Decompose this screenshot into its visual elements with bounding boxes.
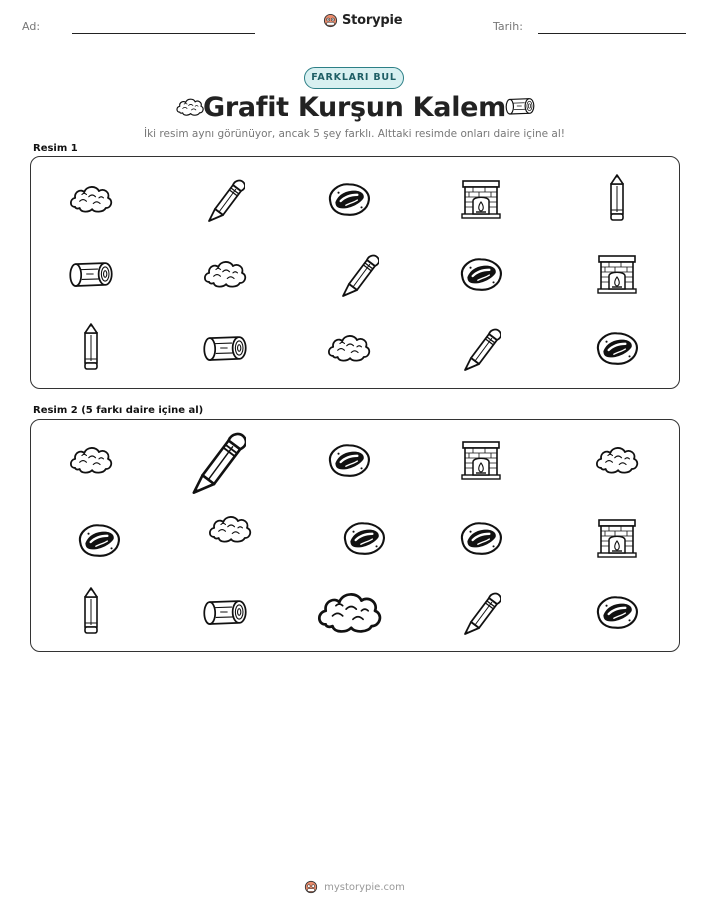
- footer: [0, 880, 709, 894]
- brand-name: Storypie: [342, 13, 403, 28]
- cloud-icon: [68, 443, 114, 477]
- cloud-icon: [202, 257, 248, 291]
- page-title: Grafit Kurşun Kalem: [202, 92, 507, 123]
- pencil-tilted-icon: [205, 175, 245, 223]
- instructions: İki resim aynı görünüyor, ancak 5 şey farklı. Alttaki resimde onları daire içine al!: [144, 128, 565, 140]
- cloud-icon: [207, 512, 253, 546]
- pencil-tilted-icon: [339, 250, 379, 298]
- rock-icon: [458, 519, 504, 557]
- fireplace-icon: [597, 254, 637, 294]
- brand-logo: [323, 13, 402, 28]
- rock-icon: [341, 519, 387, 557]
- fireplace-icon: [597, 518, 637, 558]
- fireplace-icon: [461, 179, 501, 219]
- rock-icon: [326, 180, 372, 218]
- pencil-tilted-icon: [461, 324, 501, 372]
- storypie-mascot-icon: [304, 880, 318, 894]
- name-label: Ad:: [22, 20, 41, 33]
- footer-url: mystorypie.com: [324, 881, 405, 893]
- cloud-icon: [68, 182, 114, 216]
- log-icon: [67, 258, 115, 290]
- pencil-tilted-icon: [461, 588, 501, 636]
- picture2-label: Resim 2 (5 farkı daire içine al): [33, 405, 204, 416]
- fireplace-icon: [461, 440, 501, 480]
- name-line: [72, 33, 255, 34]
- date-line: [538, 33, 686, 34]
- pencil-icon: [607, 174, 627, 224]
- pencil-icon: [81, 587, 101, 637]
- rock-icon: [594, 329, 640, 367]
- rock-icon: [76, 521, 122, 559]
- rock-icon: [458, 255, 504, 293]
- rock-icon: [326, 441, 372, 479]
- cloud-icon: [315, 587, 384, 638]
- rock-icon: [594, 593, 640, 631]
- cloud-icon: [594, 443, 640, 477]
- log-icon: [201, 332, 249, 364]
- pencil-icon: [81, 323, 101, 373]
- log-icon: [201, 596, 249, 628]
- pencil-tilted-icon: [188, 426, 246, 496]
- cloud-icon: [326, 331, 372, 365]
- date-label: Tarih:: [493, 20, 523, 33]
- find-differences-badge: FARKLARI BUL: [304, 67, 404, 89]
- log-icon: [504, 95, 536, 117]
- picture1-label: Resim 1: [33, 143, 78, 154]
- storypie-mascot-icon: [323, 13, 338, 28]
